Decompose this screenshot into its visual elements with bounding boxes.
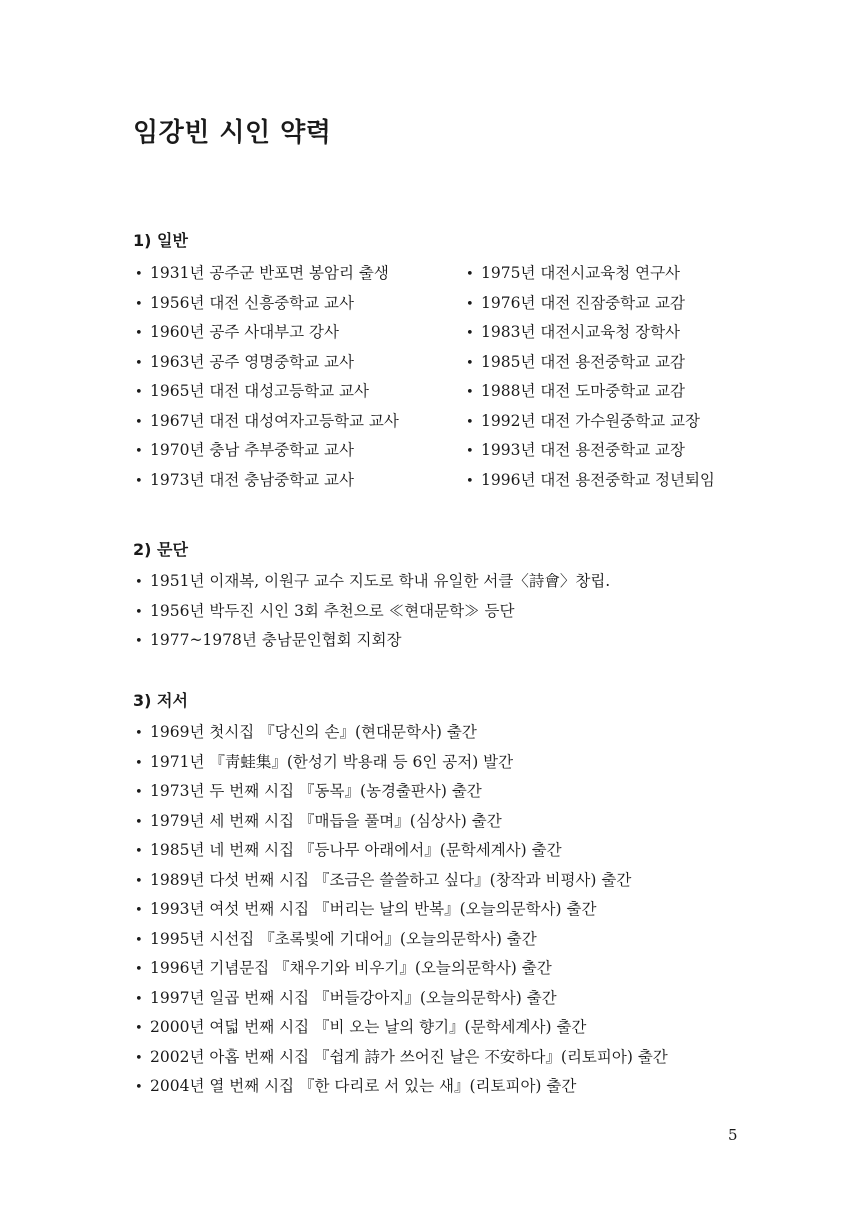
bullet-icon: • <box>135 932 143 948</box>
list-item: • 1975년 대전시교육청 연구사 <box>466 259 715 289</box>
list-item: • 1971년 『靑蛙集』(한성기 박용래 등 6인 공저) 발간 <box>135 748 668 778</box>
list-item: • 1960년 공주 사대부고 강사 <box>135 318 399 348</box>
list-item: • 1976년 대전 진잠중학교 교감 <box>466 289 715 319</box>
list-item: • 1965년 대전 대성고등학교 교사 <box>135 377 399 407</box>
bullet-icon: • <box>466 473 474 489</box>
bullet-icon: • <box>135 844 143 859</box>
bullet-icon: • <box>135 604 143 620</box>
bullet-icon: • <box>135 991 143 1007</box>
list-item: • 1969년 첫시집 『당신의 손』(현대문학사) 출간 <box>135 718 668 748</box>
bullet-icon: • <box>466 385 474 400</box>
general-list-left <box>135 259 399 495</box>
bullet-icon: • <box>135 755 143 771</box>
list-item: • 1973년 두 번째 시집 『동목』(농경출판사) 출간 <box>135 777 668 807</box>
bullet-icon: • <box>135 1050 143 1066</box>
bullet-icon: • <box>466 296 474 312</box>
bullet-icon: • <box>135 385 143 400</box>
list-item: • 1970년 충남 추부중학교 교사 <box>135 436 399 466</box>
bullet-icon: • <box>135 296 143 312</box>
bullet-icon: • <box>466 444 474 459</box>
works-list <box>135 718 668 1102</box>
list-item: • 1979년 세 번째 시집 『매듭을 풀며』(심상사) 출간 <box>135 807 668 837</box>
list-item: • 1985년 대전 용전중학교 교감 <box>466 348 715 378</box>
bullet-icon: • <box>466 414 474 430</box>
list-item: • 1963년 공주 영명중학교 교사 <box>135 348 399 378</box>
list-item: • 1983년 대전시교육청 장학사 <box>466 318 715 348</box>
list-item: • 2002년 아홉 번째 시집 『쉽게 詩가 쓰어진 날은 不安하다』(리토피아) 출간 <box>135 1043 668 1073</box>
bullet-icon: • <box>466 355 474 371</box>
list-item: • 1996년 기념문집 『채우기와 비우기』(오늘의문학사) 출간 <box>135 954 668 984</box>
bullet-icon: • <box>135 814 143 830</box>
section-heading-literary: 2) 문단 <box>133 540 188 559</box>
list-item: • 1993년 대전 용전중학교 교장 <box>466 436 715 466</box>
list-item: • 2000년 여덟 번째 시집 『비 오는 날의 향기』(문학세계사) 출간 <box>135 1013 668 1043</box>
section-heading-general: 1) 일반 <box>133 231 188 250</box>
list-item: • 1973년 대전 충남중학교 교사 <box>135 466 399 496</box>
list-item: • 1967년 대전 대성여자고등학교 교사 <box>135 407 399 437</box>
list-item: • 1956년 대전 신흥중학교 교사 <box>135 289 399 319</box>
bullet-icon: • <box>135 1021 143 1036</box>
list-item: • 1985년 네 번째 시집 『등나무 아래에서』(문학세계사) 출간 <box>135 836 668 866</box>
list-item: • 1996년 대전 용전중학교 정년퇴임 <box>466 466 715 496</box>
bullet-icon: • <box>135 785 143 800</box>
bullet-icon: • <box>135 726 143 741</box>
page-number: 5 <box>728 1126 738 1144</box>
bullet-icon: • <box>135 355 143 371</box>
list-item: • 2004년 열 번째 시집 『한 다리로 서 있는 새』(리토피아) 출간 <box>135 1072 668 1102</box>
list-item: • 1951년 이재복, 이원구 교수 지도로 학내 유일한 서클〈詩會〉창립. <box>135 567 610 597</box>
list-item: • 1977~1978년 충남문인협회 지회장 <box>135 626 610 656</box>
bullet-icon: • <box>466 326 474 341</box>
bullet-icon: • <box>135 473 143 489</box>
list-item: • 1988년 대전 도마중학교 교감 <box>466 377 715 407</box>
bullet-icon: • <box>135 873 143 889</box>
literary-list <box>135 567 610 656</box>
bullet-icon: • <box>135 575 143 590</box>
bullet-icon: • <box>135 1080 143 1095</box>
bullet-icon: • <box>135 267 143 282</box>
bullet-icon: • <box>135 444 143 459</box>
list-item: • 1931년 공주군 반포면 봉암리 출생 <box>135 259 399 289</box>
general-list-right <box>466 259 715 495</box>
bullet-icon: • <box>135 634 143 649</box>
bullet-icon: • <box>135 962 143 977</box>
section-heading-works: 3) 저서 <box>133 691 188 710</box>
bullet-icon: • <box>135 414 143 430</box>
list-item: • 1995년 시선집 『초록빛에 기대어』(오늘의문학사) 출간 <box>135 925 668 955</box>
list-item: • 1956년 박두진 시인 3회 추천으로 ≪현대문학≫ 등단 <box>135 597 610 627</box>
bullet-icon: • <box>135 326 143 341</box>
list-item: • 1997년 일곱 번째 시집 『버들강아지』(오늘의문학사) 출간 <box>135 984 668 1014</box>
bullet-icon: • <box>466 267 474 282</box>
list-item: • 1989년 다섯 번째 시집 『조금은 쓸쓸하고 싶다』(창작과 비평사) 출간 <box>135 866 668 896</box>
list-item: • 1993년 여섯 번째 시집 『버리는 날의 반복』(오늘의문학사) 출간 <box>135 895 668 925</box>
bullet-icon: • <box>135 903 143 918</box>
page-title: 임강빈 시인 약력 <box>133 118 332 148</box>
list-item: • 1992년 대전 가수원중학교 교장 <box>466 407 715 437</box>
